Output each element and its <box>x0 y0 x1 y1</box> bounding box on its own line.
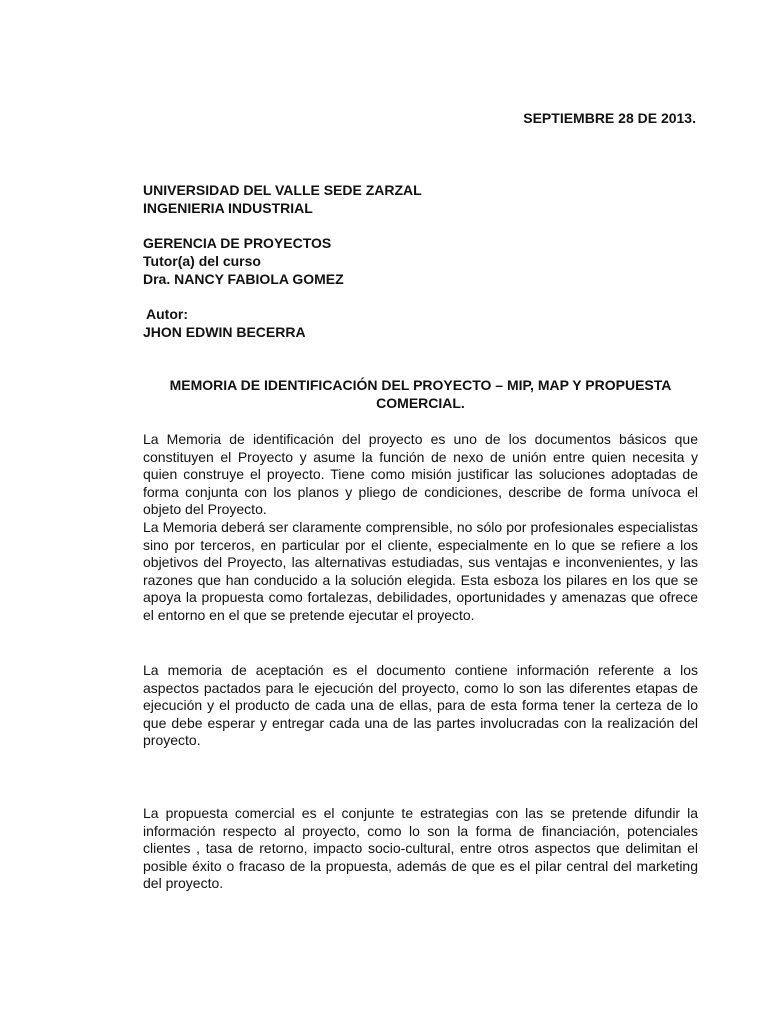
author-name: JHON EDWIN BECERRA <box>143 324 306 340</box>
document-date: SEPTIEMBRE 28 DE 2013. <box>523 110 696 126</box>
paragraph-memoria-identificacion: La Memoria de identificación del proyecto es uno de los documentos básicos que constituyen el Proyecto y asume la función de nexo de unión entre quien necesita y quien construye el proyecto. Tiene como misión justificar las soluciones adoptadas de forma conjunta con los planos y pliego de condiciones, describe de forma unívoca el objeto del Proyecto. <box>143 431 698 518</box>
author-block <box>143 305 306 341</box>
paragraph-memoria-aceptacion: La memoria de aceptación es el documento contiene información referente a los aspectos pactados para le ejecución del proyecto, como lo son las diferentes etapas de ejecución y el producto de cada una de ellas, para de esta forma tener la certeza de lo que debe esperar y entregar cada una de las partes involucradas con la realización del proyecto. <box>143 662 698 749</box>
tutor-label: Tutor(a) del curso <box>143 253 261 269</box>
paragraph-memoria-comprensible: La Memoria deberá ser claramente comprensible, no sólo por profesionales especialistas sino por terceros, en particular por el cliente, especialmente en lo que se refiere a los objetivos del Proyecto, las alternativas estudiadas, sus ventajas e inconvenientes, y las razones que han conducido a la solución elegida. Esta esboza los pilares en los que se apoya la propuesta como fortalezas, debilidades, oportunidades y amenazas que ofrece el entorno en el que se pretende ejecutar el proyecto. <box>143 519 698 623</box>
paragraph-propuesta-comercial: La propuesta comercial es el conjunte te estrategias con las se pretende difundir la información respecto al proyecto, como lo son la forma de financiación, potenciales clientes , tasa de retorno, impacto socio-cultural, entre otros aspectos que delimitan el posible éxito o fracaso de la propuesta, además de que es el pilar central del marketing del proyecto. <box>143 805 698 892</box>
tutor-name: Dra. NANCY FABIOLA GOMEZ <box>143 271 344 287</box>
institution-block <box>143 181 422 217</box>
author-label: Autor: <box>146 306 188 322</box>
program-name: INGENIERIA INDUSTRIAL <box>143 200 313 216</box>
course-block <box>143 234 344 288</box>
university-name: UNIVERSIDAD DEL VALLE SEDE ZARZAL <box>143 182 422 198</box>
course-name: GERENCIA DE PROYECTOS <box>143 235 332 251</box>
document-title: MEMORIA DE IDENTIFICACIÓN DEL PROYECTO – MIP, MAP Y PROPUESTA COMERCIAL. <box>169 377 672 411</box>
